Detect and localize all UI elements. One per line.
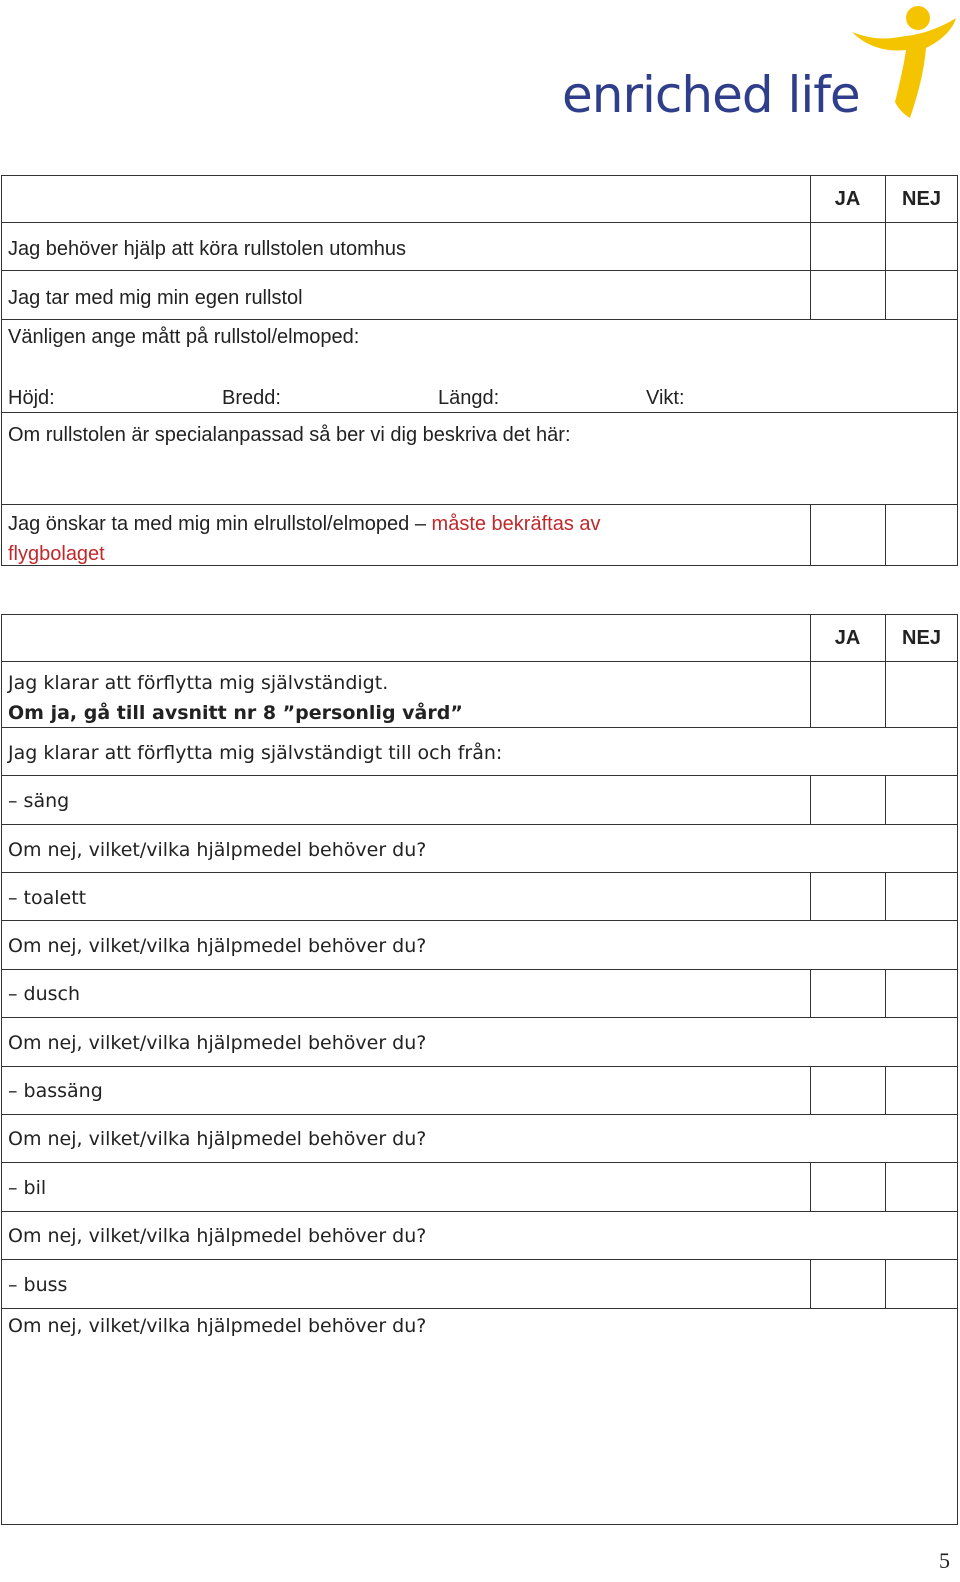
checkbox-item-no[interactable] [885, 1162, 958, 1211]
measure-length-label: Längd: [438, 387, 500, 409]
row-transfer-note: Om ja, gå till avsnitt nr 8 ”personlig vård” [8, 702, 463, 724]
row-transfer: Jag klarar att förflytta mig självständigt. [8, 672, 389, 694]
checkbox-electric-yes[interactable] [810, 504, 885, 566]
item-question: Om nej, vilket/vilka hjälpmedel behöver du? [8, 839, 427, 861]
checkbox-item-no[interactable] [885, 775, 958, 824]
item-question: Om nej, vilket/vilka hjälpmedel behöver du? [8, 1032, 427, 1054]
item-label: – toalett [8, 887, 87, 909]
checkbox-item-no[interactable] [885, 1259, 958, 1308]
measure-weight-label: Vikt: [646, 387, 685, 409]
checkbox-item-no[interactable] [885, 969, 958, 1017]
measure-height-label: Höjd: [8, 387, 55, 409]
item-label: – bil [8, 1177, 47, 1199]
row-own-wheelchair: Jag tar med mig min egen rullstol [8, 287, 303, 309]
item-label: – buss [8, 1274, 68, 1296]
checkbox-item-no[interactable] [885, 872, 958, 920]
measurements-field[interactable] [1, 319, 958, 412]
table1-header-yes: JA [834, 188, 861, 210]
row-measurements-prompt: Vänligen ange mått på rullstol/elmoped: [8, 326, 360, 348]
item-question: Om nej, vilket/vilka hjälpmedel behöver du? [8, 1225, 427, 1247]
page-number: 5 [939, 1548, 950, 1573]
checkbox-help-outdoor-no[interactable] [885, 222, 958, 270]
checkbox-item-yes[interactable] [810, 775, 885, 824]
special-adapted-field[interactable] [1, 440, 958, 504]
row-transfer-to-from: Jag klarar att förflytta mig självständigt till och från: [8, 742, 503, 764]
checkbox-transfer-no[interactable] [885, 661, 958, 727]
logo-wordmark: enriched life [562, 66, 860, 124]
checkbox-item-yes[interactable] [810, 872, 885, 920]
checkbox-item-yes[interactable] [810, 1259, 885, 1308]
logo-figure-icon [848, 2, 958, 122]
checkbox-transfer-yes[interactable] [810, 661, 885, 727]
item-label: – bassäng [8, 1080, 103, 1102]
row-electric-warning-cont: flygbolaget [8, 543, 105, 565]
row-electric-text: Jag önskar ta med mig min elrullstol/elmoped – [8, 513, 432, 535]
checkbox-electric-no[interactable] [885, 504, 958, 566]
item-question: Om nej, vilket/vilka hjälpmedel behöver du? [8, 1315, 427, 1337]
checkbox-item-yes[interactable] [810, 969, 885, 1017]
checkbox-own-wheelchair-no[interactable] [885, 270, 958, 319]
checkbox-item-yes[interactable] [810, 1162, 885, 1211]
checkbox-own-wheelchair-yes[interactable] [810, 270, 885, 319]
table2-header-yes: JA [834, 627, 861, 649]
table1-header-no: NEJ [902, 188, 941, 210]
item-question: Om nej, vilket/vilka hjälpmedel behöver du? [8, 1128, 427, 1150]
checkbox-help-outdoor-yes[interactable] [810, 222, 885, 270]
measure-width-label: Bredd: [222, 387, 281, 409]
row-special-adapted: Om rullstolen är specialanpassad så ber vi dig beskriva det här: [8, 424, 571, 446]
item-label: – säng [8, 790, 70, 812]
row-help-outdoor: Jag behöver hjälp att köra rullstolen utomhus [8, 238, 407, 260]
checkbox-item-no[interactable] [885, 1066, 958, 1114]
item-question: Om nej, vilket/vilka hjälpmedel behöver du? [8, 935, 427, 957]
checkbox-item-yes[interactable] [810, 1066, 885, 1114]
row-electric-wheelchair [8, 509, 601, 539]
table2-header-no: NEJ [902, 627, 941, 649]
item-label: – dusch [8, 983, 81, 1005]
row-electric-warning: måste bekräftas av [431, 513, 601, 535]
final-answer-field[interactable] [1, 1340, 958, 1525]
